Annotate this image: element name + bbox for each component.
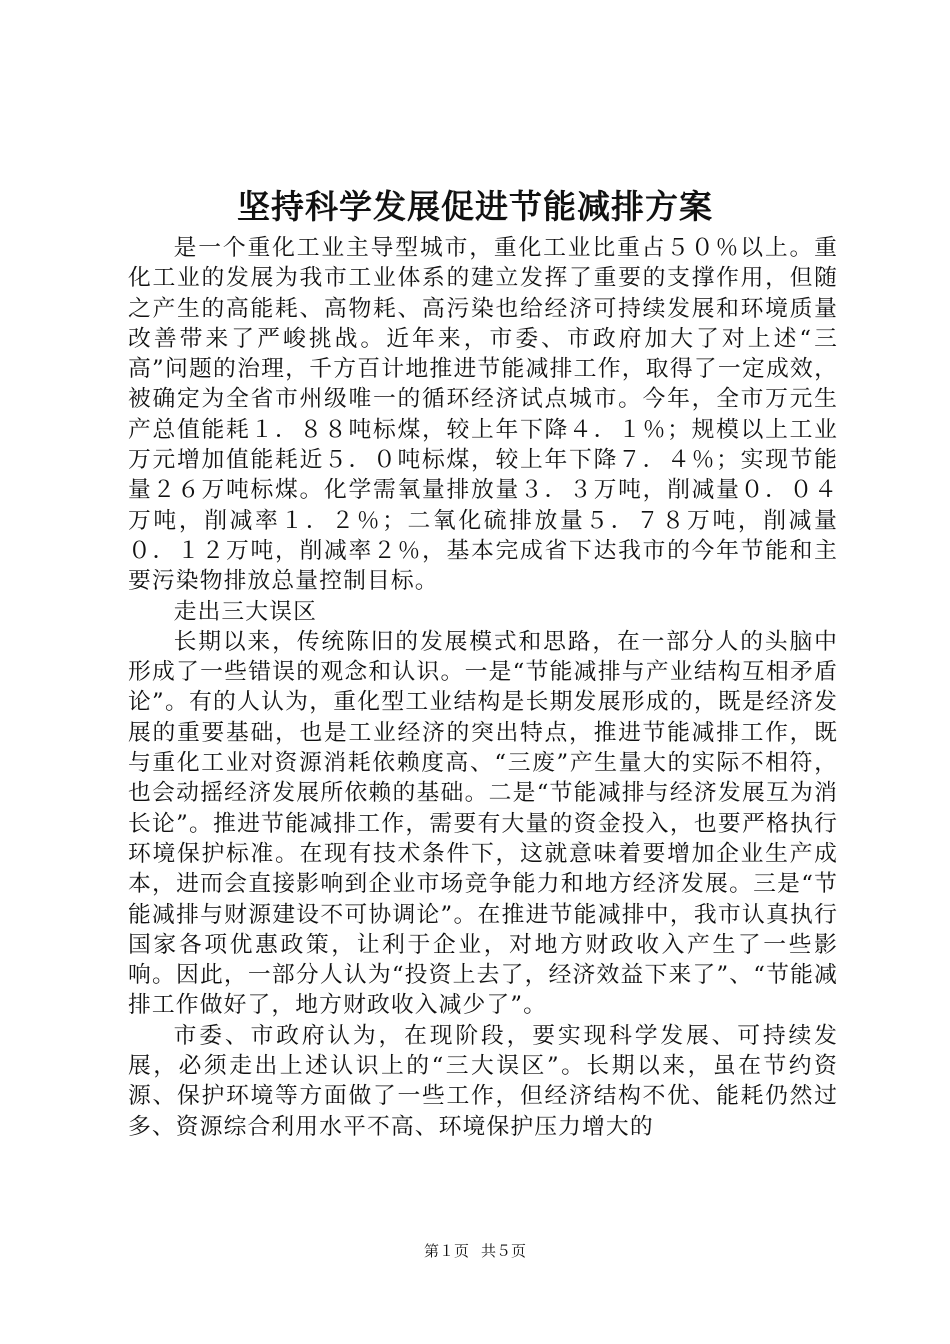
section-heading: 走出三大误区 — [173, 598, 317, 625]
document-title: 坚持科学发展促进节能减排方案 — [237, 187, 713, 226]
paragraph-misconceptions: 长期以来，传统陈旧的发展模式和思路，在一部分人的头脑中形成了一些错误的观念和认识。一是“节能减排与产业结构互相矛盾论”。有的人认为，重化型工业结构是长期发展形成的，既是经济发展的重要基础，也是工业经济的突出特点，推进节能减排工作，既与重化工业对资源消耗依赖度高、“三废”产生量大的实际不相符，也会动摇经济发展所依赖的基础。二是“节能减排与经济发展互为消长论”。推进节能减排工作，需要有大量的资金投入，也要严格执行环境保护标准。在现有技术条件下，这就意味着要增加企业生产成本，进而会直接影响到企业市场竞争能力和地方经济发展。三是“节能减排与财源建设不可协调论”。在推进节能减排中，我市认真执行国家各项优惠政策，让利于企业，对地方财政收入产生了一些影响。因此，一部分人认为“投资上去了，经济效益下来了”、“节能减排工作做好了，地方财政收入减少了”。 — [128, 628, 838, 1019]
paragraph-conclusion: 市委、市政府认为，在现阶段，要实现科学发展、可持续发展，必须走出上述认识上的“三大误区”。长期以来，虽在节约资源、保护环境等方面做了一些工作，但经济结构不优、能耗仍然过多、资源综合利用水平不高、环境保护压力增大的 — [128, 1022, 838, 1140]
document-body — [128, 233, 838, 1142]
page-footer — [0, 1241, 950, 1261]
paragraph-intro: 是一个重化工业主导型城市，重化工业比重占５０％以上。重化工业的发展为我市工业体系的建立发挥了重要的支撑作用，但随之产生的高能耗、高物耗、高污染也给经济可持续发展和环境质量改善带来了严峻挑战。近年来，市委、市政府加大了对上述“三高”问题的治理，千方百计地推进节能减排工作，取得了一定成效，被确定为全省市州级唯一的循环经济试点城市。今年，全市万元生产总值能耗１．８８吨标煤，较上年下降４．１％；规模以上工业万元增加值能耗近５．０吨标煤，较上年下降７．４％；实现节能量２６万吨标煤。化学需氧量排放量３．３万吨，削减量０．０４万吨，削减率１．２％；二氧化硫排放量５．７８万吨，削减量０．１２万吨，削减率２％，基本完成省下达我市的今年节能和主要污染物排放总量控制目标。 — [128, 235, 838, 595]
page-total: 共５页 — [481, 1242, 527, 1260]
page-number: 第１页 — [423, 1242, 469, 1260]
